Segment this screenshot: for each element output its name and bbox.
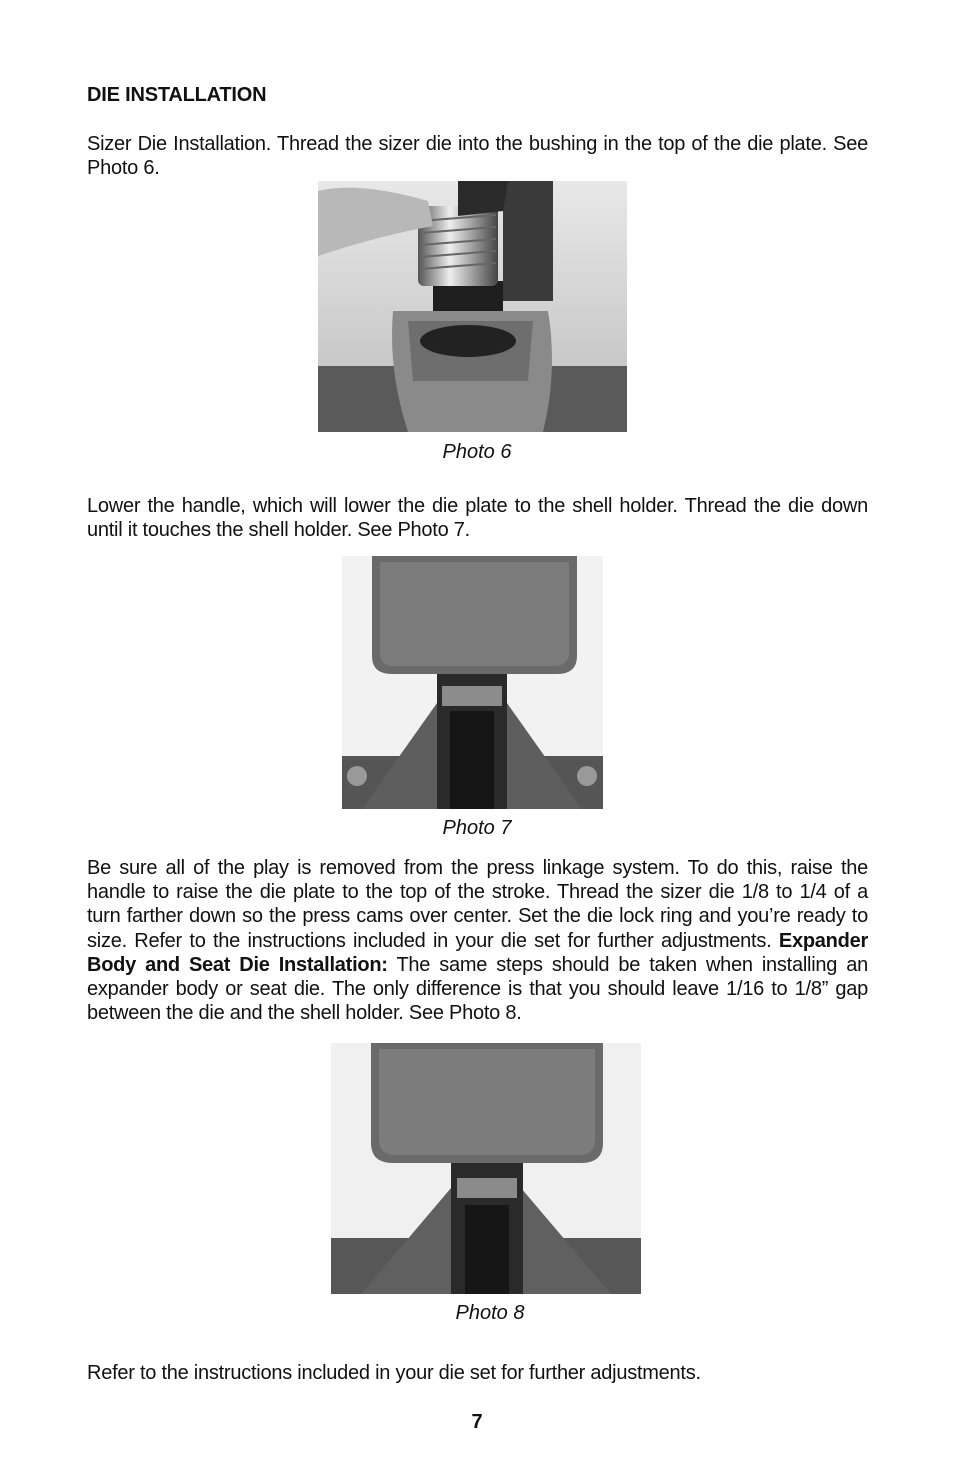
paragraph-further-adjustments: Refer to the instructions included in your die set for further adjustments. bbox=[87, 1362, 701, 1384]
photo-6-caption: Photo 6 bbox=[442, 441, 512, 463]
page-number: 7 bbox=[471, 1411, 483, 1433]
photo-8-image bbox=[331, 1043, 641, 1294]
paragraph-sizer-die: Sizer Die Installation. Thread the sizer die into the bushing in the top of the die plate. See Photo 6. bbox=[87, 133, 868, 180]
photo-8-caption: Photo 8 bbox=[455, 1302, 525, 1324]
expander-seat-lead-in: Expander Body and Seat Die Installation: bbox=[87, 929, 869, 976]
section-heading: DIE INSTALLATION bbox=[87, 84, 267, 106]
photo-6-image bbox=[318, 181, 627, 432]
photo-7-caption: Photo 7 bbox=[442, 817, 512, 839]
paragraph-press-linkage-text: Be sure all of the play is removed from the press linkage system. To do this, raise the handle to raise the die plate to the top of the stroke. Thread the sizer die 1/8 to 1/4 of a turn farther down so the press cams over center. Set the die lock ring and you’re ready to size. Refer to the instructions included in your die set for further adjustments. bbox=[87, 857, 868, 952]
expander-seat-text: The same steps should be taken when installing an expander body or seat die. The only difference is that you should leave 1/16 to 1/8” gap between the die and the shell holder. See Photo 8. bbox=[87, 953, 868, 1025]
paragraph-press-linkage bbox=[87, 856, 868, 1025]
photo-7-image bbox=[342, 556, 603, 809]
paragraph-lower-handle: Lower the handle, which will lower the die plate to the shell holder. Thread the die down until it touches the shell holder. See Photo 7. bbox=[87, 495, 868, 542]
